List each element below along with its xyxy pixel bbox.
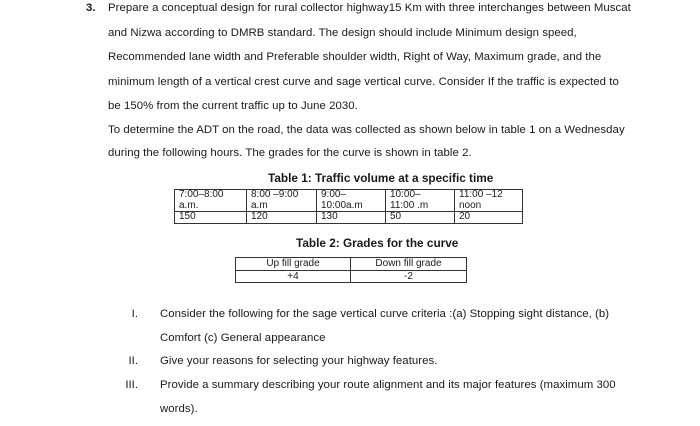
table-cell: 11:00 –12 <box>455 190 523 201</box>
question-line-6: To determine the ADT on the road, the data was collected as shown below in table 1 on a Wednesday <box>108 124 625 136</box>
table1-caption: Table 1: Traffic volume at a specific time <box>268 171 494 185</box>
item-numeral: III. <box>125 379 138 391</box>
table-header-cell: Up fill grade <box>236 258 351 271</box>
table-row <box>175 212 523 224</box>
table2-caption: Table 2: Grades for the curve <box>296 236 459 250</box>
item-1-line-2: Comfort (c) General appearance <box>160 332 326 344</box>
table-cell: 130 <box>317 212 386 224</box>
table-cell: 20 <box>455 212 523 224</box>
table-cell: 11:00 .m <box>386 201 455 212</box>
table-cell: 10:00– <box>386 190 455 201</box>
table-cell: 50 <box>386 212 455 224</box>
item-2-line-1: Give your reasons for selecting your highway features. <box>160 355 438 367</box>
question-line-4: minimum length of a vertical crest curve and sage vertical curve. Consider If the traffic is expected to <box>108 76 619 88</box>
table-row <box>236 271 467 283</box>
table-cell: 8:00 –9:00 <box>247 190 317 201</box>
table-cell: noon <box>455 201 523 212</box>
table-cell: -2 <box>351 271 467 283</box>
grades-table <box>235 257 467 283</box>
table-row <box>175 201 523 212</box>
table-cell: +4 <box>236 271 351 283</box>
table-cell: 120 <box>247 212 317 224</box>
table-cell: 10:00a.m <box>317 201 386 212</box>
table-cell: a.m. <box>175 201 247 212</box>
question-line-7: during the following hours. The grades for the curve is shown in table 2. <box>108 147 472 159</box>
table-cell: a.m <box>247 201 317 212</box>
item-3-line-2: words). <box>160 403 198 415</box>
table-cell: 7:00–8:00 <box>175 190 247 201</box>
table-cell: 150 <box>175 212 247 224</box>
item-numeral: I. <box>131 308 138 320</box>
item-3-line-1: Provide a summary describing your route alignment and its major features (maximum 300 <box>160 379 616 391</box>
item-1-line-1: Consider the following for the sage vertical curve criteria :(a) Stopping sight distance, (b) <box>160 308 610 320</box>
question-line-5: be 150% from the current traffic up to June 2030. <box>108 100 358 112</box>
question-number: 3. <box>86 2 96 14</box>
table-row <box>175 190 523 201</box>
item-numeral: II. <box>128 355 138 367</box>
question-line-1: Prepare a conceptual design for rural collector highway15 Km with three interchanges between Muscat <box>108 2 631 14</box>
table-row <box>236 258 467 271</box>
question-line-3: Recommended lane width and Preferable shoulder width, Right of Way, Maximum grade, and the <box>108 51 602 63</box>
table-cell: 9:00– <box>317 190 386 201</box>
table-header-cell: Down fill grade <box>351 258 467 271</box>
traffic-volume-table <box>174 189 523 224</box>
question-line-2: and Nizwa according to DMRB standard. The design should include Minimum design speed, <box>108 27 577 39</box>
